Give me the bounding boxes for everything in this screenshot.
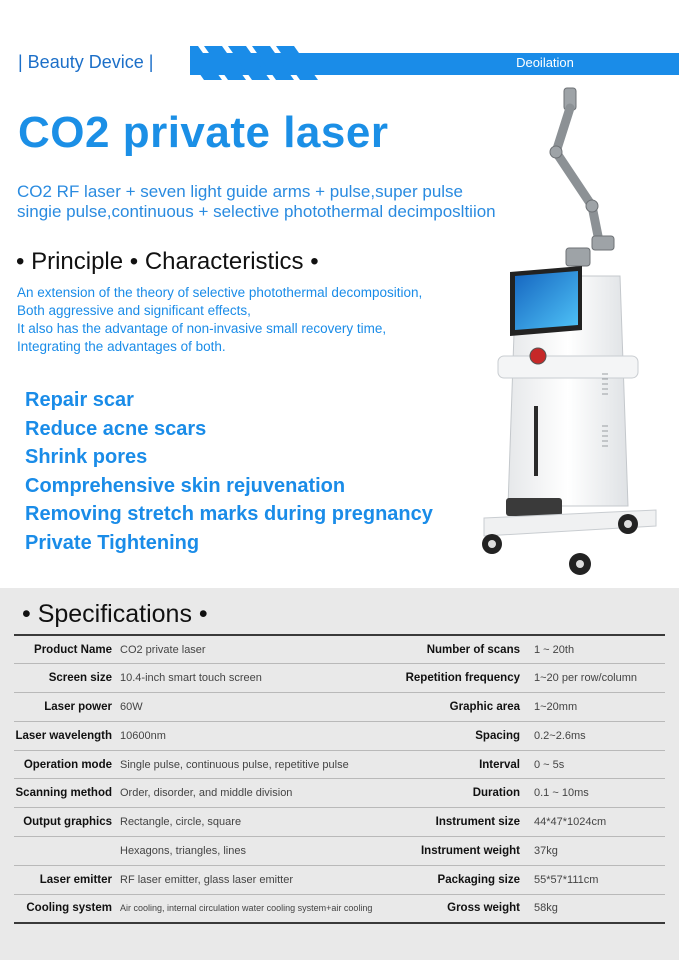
spec-value: Air cooling, internal circulation water cooling system+air cooling [120,903,373,914]
spec-label: Laser power [44,700,112,713]
spec-label: Output graphics [23,816,112,829]
table-row [14,693,665,722]
subtitle-line: CO2 RF laser + seven light guide arms + pulse,super pulse [17,182,464,201]
spec-label: Laser wavelength [15,729,112,742]
spec-value: 0.1 ~ 10ms [534,787,589,800]
spec-value: 55*57*111cm [534,873,599,886]
spec-label: Scanning method [15,787,112,800]
spec-value: 0.2~2.6ms [534,729,586,742]
principle-heading: • Principle • Characteristics • [16,248,319,275]
spec-label: Instrument weight [420,844,520,857]
benefit-item: Shrink pores [25,446,148,468]
spec-value: Rectangle, circle, square [120,816,242,829]
spec-label: Graphic area [449,700,520,713]
spec-value: 58kg [534,902,558,915]
spec-label: Instrument size [435,816,520,829]
table-row [14,721,665,750]
spec-label: Screen size [48,672,112,685]
subtitle-line: singie pulse,continuous + selective photothermal decimposltiion [17,202,496,221]
spec-value: 10600nm [120,729,166,742]
table-row [14,808,665,837]
table-row [14,635,665,664]
header-stripes-decoration [170,46,330,80]
spec-value: Single pulse, continuous pulse, repetitive pulse [120,758,349,771]
header-bar [0,46,679,80]
spec-value: 37kg [534,844,558,857]
header-category-label: | Beauty Device | [18,52,154,72]
table-row [14,837,665,866]
spec-label: Repetition frequency [405,672,520,685]
benefits-list [25,386,433,557]
specifications-table [14,634,665,924]
spec-value: 44*47*1024cm [534,816,607,829]
principle-line: Integrating the advantages of both. [17,339,226,354]
spec-label: Interval [479,758,520,771]
table-row [14,894,665,923]
benefit-item: Removing stretch marks during pregnancy [25,503,433,525]
spec-label [14,837,120,866]
spec-label: Operation mode [23,758,112,771]
benefit-item: Reduce acne scars [25,417,207,440]
spec-label: Number of scans [426,643,520,656]
spec-label: Product Name [34,643,112,656]
product-title: CO2 private laser [18,108,389,157]
benefit-item: Repair scar [25,389,134,411]
spec-value: 60W [120,700,143,713]
table-row [14,779,665,808]
light-guide-arm [550,88,614,266]
table-row [14,750,665,779]
spec-label: Cooling system [26,902,112,915]
spec-label: Gross weight [447,902,520,915]
spec-value: 10.4-inch smart touch screen [120,672,262,685]
spec-value: 1~20mm [534,700,578,713]
benefit-item: Comprehensive skin rejuvenation [25,474,346,497]
principle-line: An extension of the theory of selective photothermal decomposition, [17,285,423,300]
specifications-heading: • Specifications • [22,600,208,628]
spec-value: 1~20 per row/column [534,672,638,685]
spec-value: 1 ~ 20th [534,643,575,656]
spec-value: Hexagons, triangles, lines [120,844,246,857]
spec-label: Packaging size [437,873,520,886]
spec-value: RF laser emitter, glass laser emitter [120,873,293,886]
spec-value: Order, disorder, and middle division [120,787,293,800]
spec-label: Duration [472,787,520,800]
spec-value: 0 ~ 5s [534,758,565,771]
header-right-label: Deoilation [516,55,574,70]
laser-device-image [470,86,670,581]
spec-label: Spacing [475,729,520,742]
spec-value: CO2 private laser [120,643,206,656]
benefit-item: Private Tightening [25,531,200,554]
spec-label: Laser emitter [39,873,112,886]
table-row [14,664,665,693]
principle-line: It also has the advantage of non-invasive small recovery time, [17,321,387,336]
table-row [14,865,665,894]
principle-line: Both aggressive and significant effects, [17,303,251,318]
principle-text [17,284,487,356]
